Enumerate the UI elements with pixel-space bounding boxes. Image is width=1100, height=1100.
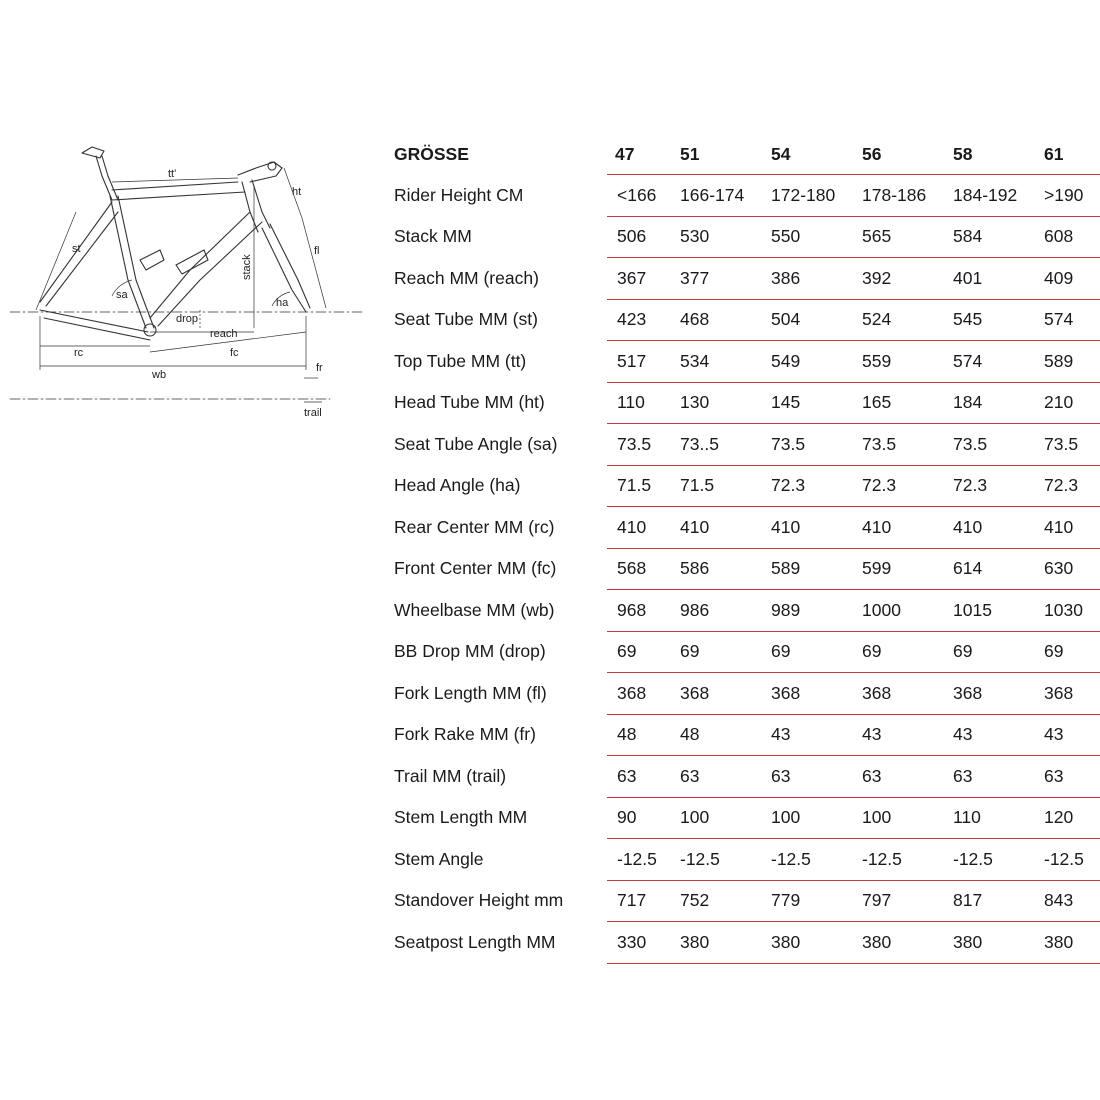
table-cell: 752: [672, 880, 763, 922]
table-cell: 184: [945, 382, 1036, 424]
table-cell: 73..5: [672, 424, 763, 466]
size-header: 47: [607, 135, 672, 175]
table-cell: 63: [854, 756, 945, 798]
table-cell: 73.5: [1036, 424, 1100, 466]
geometry-table: [386, 135, 1100, 964]
table-cell: 468: [672, 299, 763, 341]
row-label: Seatpost Length MM: [394, 931, 556, 952]
row-label: Fork Length MM (fl): [394, 682, 547, 703]
label-fc: fc: [230, 347, 239, 359]
label-rc: rc: [74, 347, 84, 359]
table-cell: 367: [607, 258, 672, 300]
label-sa: sa: [116, 289, 128, 301]
table-cell: 90: [607, 797, 672, 839]
row-label: Stack MM: [394, 226, 472, 247]
table-cell: 1015: [945, 590, 1036, 632]
table-cell: 368: [945, 673, 1036, 715]
table-cell: 423: [607, 299, 672, 341]
size-header: 51: [672, 135, 763, 175]
table-cell: 63: [1036, 756, 1100, 798]
table-row: [386, 631, 1100, 673]
table-cell: 506: [607, 216, 672, 258]
table-cell: 130: [672, 382, 763, 424]
table-cell: 410: [672, 507, 763, 549]
table-cell: 630: [1036, 548, 1100, 590]
frame-geometry-diagram: [0, 120, 370, 430]
table-cell: 1000: [854, 590, 945, 632]
table-cell: -12.5: [672, 839, 763, 881]
table-row: [386, 382, 1100, 424]
table-row: [386, 756, 1100, 798]
label-drop: drop: [176, 313, 199, 325]
row-label: Seat Tube MM (st): [394, 309, 538, 330]
row-label: Wheelbase MM (wb): [394, 599, 555, 620]
table-cell: 380: [672, 922, 763, 964]
table-cell: 380: [1036, 922, 1100, 964]
table-cell: 380: [854, 922, 945, 964]
label-trail: trail: [304, 407, 322, 419]
table-cell: 48: [672, 714, 763, 756]
table-cell: 559: [854, 341, 945, 383]
table-row: [386, 424, 1100, 466]
row-label: Fork Rake MM (fr): [394, 724, 536, 745]
table-cell: 184-192: [945, 175, 1036, 217]
size-header: 58: [945, 135, 1036, 175]
table-cell: 549: [763, 341, 854, 383]
table-row: [386, 465, 1100, 507]
table-cell: 43: [854, 714, 945, 756]
table-cell: -12.5: [854, 839, 945, 881]
table-cell: -12.5: [763, 839, 854, 881]
table-cell: 614: [945, 548, 1036, 590]
table-cell: >190: [1036, 175, 1100, 217]
table-cell: 534: [672, 341, 763, 383]
table-cell: 589: [1036, 341, 1100, 383]
table-cell: 574: [945, 341, 1036, 383]
table-cell: 968: [607, 590, 672, 632]
table-row: [386, 341, 1100, 383]
table-cell: 504: [763, 299, 854, 341]
table-cell: 1030: [1036, 590, 1100, 632]
table-cell: 110: [945, 797, 1036, 839]
table-cell: 368: [607, 673, 672, 715]
table-cell: 48: [607, 714, 672, 756]
table-cell: 73.5: [854, 424, 945, 466]
label-reach: reach: [210, 328, 238, 340]
table-cell: 166-174: [672, 175, 763, 217]
table-cell: 530: [672, 216, 763, 258]
table-cell: 43: [763, 714, 854, 756]
table-cell: 989: [763, 590, 854, 632]
table-cell: 565: [854, 216, 945, 258]
table-cell: 72.3: [763, 465, 854, 507]
table-cell: 110: [607, 382, 672, 424]
row-label: Rear Center MM (rc): [394, 516, 555, 537]
table-cell: 210: [1036, 382, 1100, 424]
table-cell: 71.5: [607, 465, 672, 507]
table-cell: 145: [763, 382, 854, 424]
table-cell: 380: [945, 922, 1036, 964]
table-cell: 410: [607, 507, 672, 549]
label-wb: wb: [152, 369, 167, 381]
table-cell: 73.5: [945, 424, 1036, 466]
table-cell: 986: [672, 590, 763, 632]
table-cell: 72.3: [945, 465, 1036, 507]
size-header-row: [386, 135, 1100, 175]
row-label: Seat Tube Angle (sa): [394, 433, 558, 454]
row-label: Front Center MM (fc): [394, 558, 557, 579]
table-row: [386, 922, 1100, 964]
table-cell: 410: [945, 507, 1036, 549]
table-cell: 409: [1036, 258, 1100, 300]
table-cell: 73.5: [763, 424, 854, 466]
table-cell: 69: [672, 631, 763, 673]
table-cell: 100: [763, 797, 854, 839]
label-tt: tt': [168, 168, 177, 180]
table-cell: 401: [945, 258, 1036, 300]
table-cell: 843: [1036, 880, 1100, 922]
table-cell: 69: [607, 631, 672, 673]
table-cell: 63: [945, 756, 1036, 798]
table-cell: 410: [854, 507, 945, 549]
table-cell: 73.5: [607, 424, 672, 466]
label-stack: stack: [241, 254, 253, 280]
table-cell: 380: [763, 922, 854, 964]
table-cell: 69: [763, 631, 854, 673]
row-label: Reach MM (reach): [394, 267, 539, 288]
table-cell: 72.3: [1036, 465, 1100, 507]
size-header: 56: [854, 135, 945, 175]
table-cell: 63: [672, 756, 763, 798]
table-row: [386, 797, 1100, 839]
table-cell: 71.5: [672, 465, 763, 507]
table-cell: 717: [607, 880, 672, 922]
table-cell: 797: [854, 880, 945, 922]
table-cell: 410: [1036, 507, 1100, 549]
table-row: [386, 590, 1100, 632]
table-cell: 43: [1036, 714, 1100, 756]
table-cell: -12.5: [607, 839, 672, 881]
row-label: Head Tube MM (ht): [394, 392, 545, 413]
table-row: [386, 258, 1100, 300]
table-cell: 517: [607, 341, 672, 383]
table-cell: 550: [763, 216, 854, 258]
table-cell: 120: [1036, 797, 1100, 839]
row-label: Head Angle (ha): [394, 475, 521, 496]
table-row: [386, 507, 1100, 549]
table-cell: 377: [672, 258, 763, 300]
table-cell: 330: [607, 922, 672, 964]
table-cell: 100: [672, 797, 763, 839]
row-label: Top Tube MM (tt): [394, 350, 527, 371]
table-cell: 178-186: [854, 175, 945, 217]
table-row: [386, 839, 1100, 881]
table-cell: 589: [763, 548, 854, 590]
table-row: [386, 299, 1100, 341]
table-cell: 63: [763, 756, 854, 798]
label-fr: fr: [316, 362, 323, 374]
label-ht: ht: [292, 186, 302, 198]
size-header: 61: [1036, 135, 1100, 175]
table-cell: 368: [672, 673, 763, 715]
table-cell: 599: [854, 548, 945, 590]
table-cell: -12.5: [1036, 839, 1100, 881]
label-fl: fl: [314, 245, 320, 257]
table-cell: -12.5: [945, 839, 1036, 881]
table-cell: 386: [763, 258, 854, 300]
table-cell: 69: [945, 631, 1036, 673]
table-cell: 172-180: [763, 175, 854, 217]
table-cell: <166: [607, 175, 672, 217]
table-cell: 817: [945, 880, 1036, 922]
table-row: [386, 216, 1100, 258]
row-label: Stem Length MM: [394, 807, 528, 828]
table-cell: 584: [945, 216, 1036, 258]
table-cell: 586: [672, 548, 763, 590]
table-cell: 72.3: [854, 465, 945, 507]
table-row: [386, 880, 1100, 922]
table-cell: 100: [854, 797, 945, 839]
table-cell: 43: [945, 714, 1036, 756]
row-label: Stem Angle: [394, 848, 484, 869]
table-cell: 779: [763, 880, 854, 922]
table-row: [386, 673, 1100, 715]
row-label: BB Drop MM (drop): [394, 641, 546, 662]
table-cell: 368: [854, 673, 945, 715]
table-row: [386, 175, 1100, 217]
size-header-label: GRÖSSE: [394, 144, 469, 165]
label-ha: ha: [276, 297, 289, 309]
table-cell: 392: [854, 258, 945, 300]
label-st: st: [72, 243, 81, 255]
table-cell: 69: [854, 631, 945, 673]
row-label: Standover Height mm: [394, 890, 564, 911]
row-label: Rider Height CM: [394, 184, 524, 205]
table-cell: 63: [607, 756, 672, 798]
table-cell: 368: [763, 673, 854, 715]
table-cell: 608: [1036, 216, 1100, 258]
table-cell: 69: [1036, 631, 1100, 673]
table-cell: 165: [854, 382, 945, 424]
table-cell: 524: [854, 299, 945, 341]
table-cell: 410: [763, 507, 854, 549]
size-header: 54: [763, 135, 854, 175]
table-cell: 574: [1036, 299, 1100, 341]
table-cell: 368: [1036, 673, 1100, 715]
table-cell: 545: [945, 299, 1036, 341]
table-row: [386, 548, 1100, 590]
table-cell: 568: [607, 548, 672, 590]
table-row: [386, 714, 1100, 756]
row-label: Trail MM (trail): [394, 765, 507, 786]
